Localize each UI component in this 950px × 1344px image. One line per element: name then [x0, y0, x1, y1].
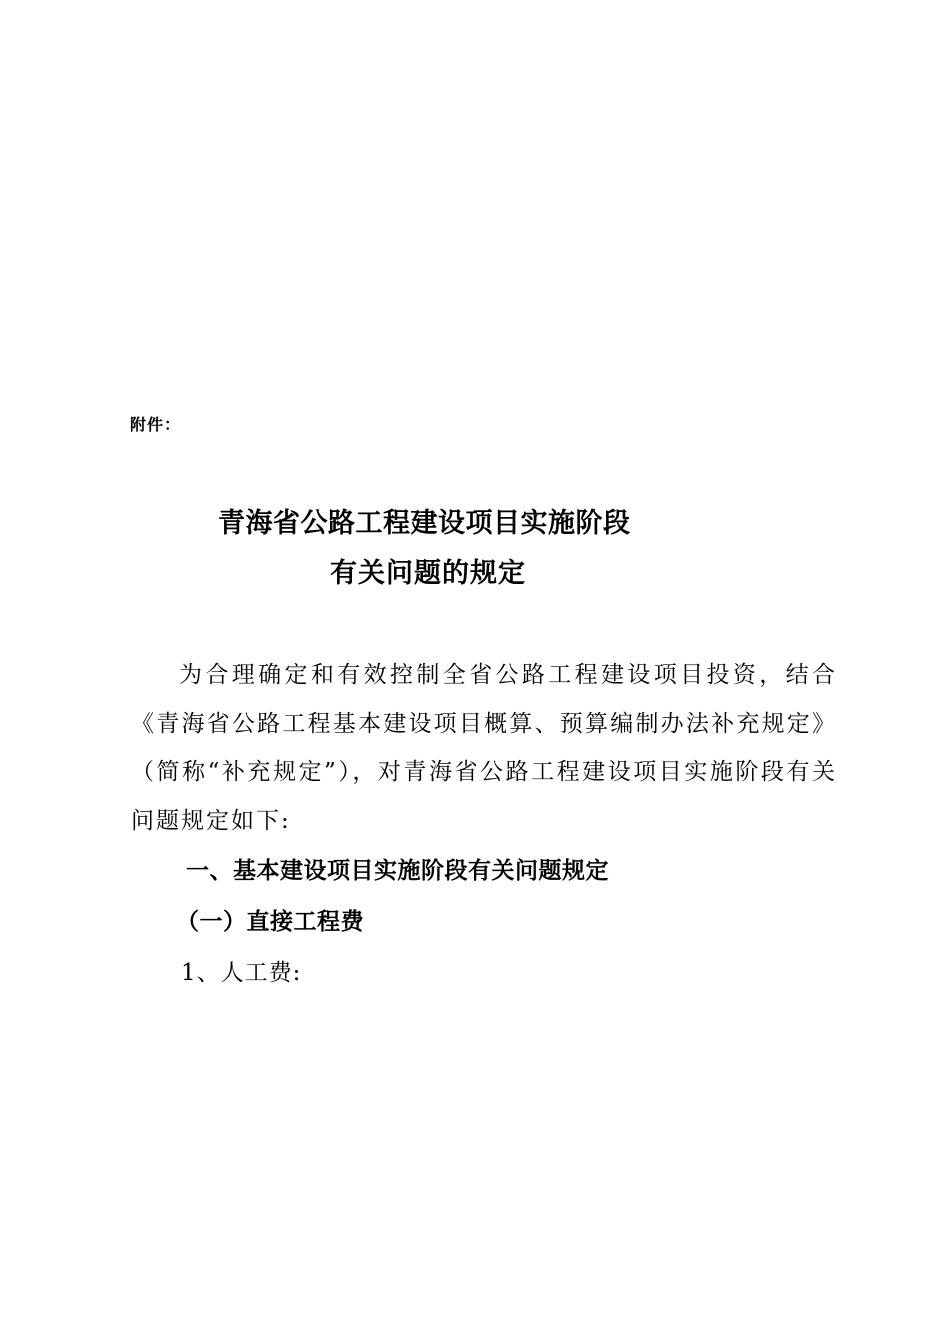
document-title-line-2: 有关问题的规定 — [330, 558, 526, 589]
attachment-label: 附件： — [130, 415, 182, 434]
item-heading: 1、人工费: — [181, 960, 302, 986]
section-heading: 一、基本建设项目实施阶段有关问题规定 — [186, 858, 609, 884]
subsection-heading: （一）直接工程费 — [176, 909, 364, 935]
intro-paragraph: 为合理确定和有效控制全省公路工程建设项目投资，结合《青海省公路工程基本建设项目概算、预算编制办法补充规定》（简称“补充规定”），对青海省公路工程建设项目实施阶段有关问题规定如下: — [131, 662, 837, 834]
document-title-line-1: 青海省公路工程建设项目实施阶段 — [218, 508, 631, 539]
